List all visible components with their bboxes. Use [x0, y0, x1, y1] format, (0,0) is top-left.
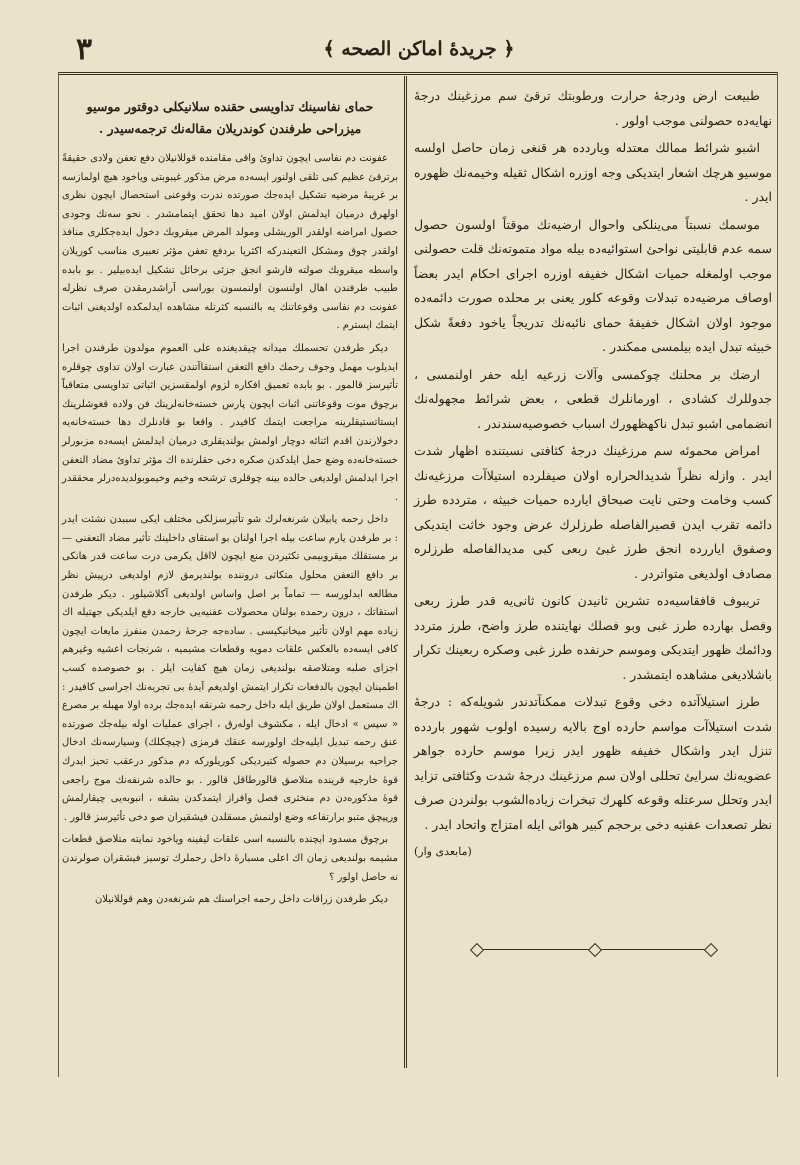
- paragraph: تريبوف قافقاسيه‌ده تشرين ثانيدن كانون ثانى‌يه قدر طرز ربعى وفصل بهارده طرز غبى وبو فصلك نهايتنده طرز واضح، طرز متردد ودائمك ظهور ايتديكى وموسم حرنفده طرز غبى وصكره ربعينك تكرار باشلاديغى مشاهده ايتمشدر .: [414, 593, 772, 682]
- paragraph: ارضك بر محلنك چوكمسى وآلات زرعيه ايله حفر اولنمسى ، جدوللرك كشادى ، اورمانلرك قطعى ، بعض شرائط مجهوله‌نك انضمامى اشبو تبدل ناكهظهورك اسباب خصوصيه‌سندندر .: [414, 366, 772, 431]
- column-divider: [404, 76, 407, 1068]
- paragraph: برچوق مسدود ايچنده بالنسبه اسى علقات ليفينه وياخود نمايته متلاصق قطعات مشيمه بولنديغى زمان اك اعلى مسبارهٔ داخل رحملرك توسيز فيشقران صولرندن نه حاصل اولور ؟: [62, 834, 398, 883]
- paragraph: عفونت دم نفاسى ايچون تداوئ واقى مقامنده قوللانيلان دفع تعفن ولادى حقيقةً برترقئ عظيم كبى تلقى اولنور ايسه‌ده مرض مذكور غيبوبتى وياخود هيچ اولمازسه بر غريبهٔ مرضيه تشكيل ايده‌جك صورتده ندرت وقوعنى استحصال ايچون نظرى اولهرق درميان ايدلمش اولان اميد دها تحقق ايتمامشدر . نحو سه‌نك وجودى حصول امراضه اولقدر الوريشلى ومولد المرض ميقروبك دخول ايده‌جكلرى منافذ اولقدر چوق ومشكل التعيندركه اكثريا بردفع تعفن مؤثر تعبيرى مناسب كوريلان واسطه ميقروبك صولته قارشو انجق جزئى برحائل تشكيل ايده‌بيلير . بو بابده طبيب طرفندن اهال اولنسون اولنمسون بوراسى آراشدرمقدن صرف نظرله عفونت دم نفاسى وقوعاتنك يه بالنسبه كثرتله مشاهده ايدلمكده اولديغنى اثبات ايتمك ايسترم .: [62, 153, 398, 332]
- right-column: [414, 84, 772, 865]
- paragraph: امراض محموئه سم مرزغينك درجهٔ كثافتى نسبتنده اظهار شدت ايدر . وازله نظراً شديدالحراره اولان صيفلرده استيلاآت مرزغيه‌نك كسب وخامت وحتى نايت صبحاق ايارده حميات خبيثه ، متردده طرز دائمه تقرب ايدن قصيرالفاصله طرزلرك عرض وجود خاثت ايتديكى وصفوق اياررده انجق طرز غبئ ربعى كبى مديدالفاصله طرزلره مصادف اولديغى متواتردر .: [414, 443, 772, 581]
- left-column: [62, 96, 398, 914]
- paragraph: اشبو شرائط ممالك معتدله وياردده هر قنغى زمان حاصل اولسه موسيو هرچك اشعار ايتديكى وجه اوزره اشكال ثقيله وخيمه‌نك ظهوره ايدر .: [414, 140, 772, 204]
- paragraph: طبيعت ارض ودرجهٔ حرارت ورطوبتك ترقئ سم مرزغينك درجهٔ نهايه‌ده حصولنى موجب اولور .: [414, 88, 772, 128]
- journal-title: ﴿ جريدهٔ اماكن الصحه ﴾: [323, 38, 515, 60]
- paragraph: ديكر طرفدن تحسملك ميدانه چيقديغنده على العموم مولدون طرفندن اجرا ايديلوب مهمل وجوف رحمك دافع التعفن استقاآتندن عبارت اولان تداوى چوقلره تأثيرسز قالمور . بو بابده تعميق افكاره لزوم اولمقسزين اثباتى تداويسى متعاقباً برچوق موت وقوعاتنى اثبات ايچون پارس خسته‌خانه‌لرينك فن ولاده قغوشلرينك ايستاتستيقلرينه مراجعت ايتمك كافيدر . واقعا بو قادنلرك دها خسته‌خانه‌يه دخولارندن اقدم اثنائه دوچار اولمش بولنديقلرى درميان ايدلمش ايسه‌ده مزبورلر خسته‌خانه‌ده وضع حمل ايلدكدن صكره دخى حقلرنده اك مؤثر تداوئ مضاد التعفن اجرا ايدلمش اولديغى حالده بينه چوقلرى ترشحه وخيم وخيموبولديده‌درلر محققدر .: [62, 342, 398, 503]
- ornament-diamond: [470, 943, 484, 957]
- paragraph: داخل رحمه يابيلان شرنغه‌لرك شو تأثيرسزلكى مختلف ايكى سببدن نشئت ايدر : بر طرفدن يارم ساعت بيله اجرا اولنان بو استقاى داخلينك تأثير مضاد التعفنى — بر مستقلك ميقروبيمى تكثيردن منع ايچون لااقل يكرمى درت ساعت قدر هانكى بر دافع التعفن محلول متكاثى دروننده بولنديرمق لازم اولديغى درپيش نظر مطالعه ايدلورسه — تماماً بر اصل واساس اولديغى آكلاشيلور . ديكر طرفدن استقاتك ، درون رحمده بولنان محصولات عفنيه‌يى خارجه دفع ايلديكى جهتيله اك زياده مهم اولان تأثير ميخانيكيسى . ساده‌جه جرحهٔ رحمدن منفرز مايعات ايچون كافى ايسه‌ده بالعكس علقات دمويه وقطعات مشيميه ، شرنجات اعشيه وغيرهم اجزاى صلبه ومتلاصقه بولنديغى زمان هيچ كفايت ايلر . بو خصوصده كسب اطمينان ايچون بالدفعات تكرار ايتمش اولديغم آيدهٔ بى تجربه‌نك اجراسى كافيدر : اك مستعمل اولان طريق ايله داخل رحمه شرنقه ايده‌جك برده اولا مهبله بر مصرع « سپس » ادخال ايله ، مكشوف اوله‌رق ، اجراى عمليات اوله بيله‌جك صورتده عنق رحمه تبديل ايليه‌جك اولورسه عنقك قرمزى (چيچكلك) وسيارسه‌نك ادخال جراحيه برسيلان دم حصوله كتيرديكى كوريلوركه دم مذكور درعقب تحيز ايدرك قوهٔ خارجيه قرينده متلاصق قالورطاقل قالور . بو حالده شرنفه‌نك موج راجعى قوهٔ مذكوره‌دن دم منخثرى فصل وافراز ايتمدكدن بشقه ، انبوبه‌يى چيقارلمش ورپيچق متبو برارتفاعه وضع اولنمش مسقلدن فيشقيران صو دخى تأثيرسز قالور .: [62, 514, 398, 823]
- section-ornament: [418, 945, 770, 955]
- page-header: [58, 30, 780, 70]
- continued-note: (مابعدى وار): [414, 845, 472, 858]
- paragraph: ديكر طرفدن زراقات داخل رحمه اجراسنك هم شرنغه‌دن وهم قوللانيلان: [94, 894, 388, 906]
- paragraph: طرز استيلاآتده دخى وقوع تبدلات ممكنآتدندر شويله‌كه : درجهٔ شدت استيلاآت مواسم حارده اوج بالايه رسيده اولوب شهور باردده تنزل ايدر واشكال خفيفه ظهور ايدر زيرا موسم حارده جواهر عضويه‌نك سرايئ تحللى اولان سم مرزغينك درجهٔ شدت وكثافتى تزايد ايدر وتحلل سرعتله وقوعه كلهرك تبخرات زياده‌الشوب بولنردن صرف نظر تصعدات عفنيه دخى برحجم كبير هوائى ايله امتزاج واتحاد ايدر .: [414, 694, 772, 832]
- paragraph: موسمك نسبتاً مى‌ينلكى واحوال ارضيه‌نك موقتاً اولسون حصول سمه عدم قابليتى نواحئ استوائيه‌ده بيله مواد متموته‌نك قلت حصولنى موجب اولمغله حميات اشكال خفيفه اوزره اجراى احكام ايدر بعضاً اوصاف مرضيه‌ده تبدلات وقوعه كلور يعنى بر محلده صورت دائمه‌ده موجود اولان اشكال خفيفهٔ حماى نائبه‌نك تدريجاً ياخود دفعةً شكل خبيثه تبدل ايده بيلمسى ممكندر .: [414, 216, 772, 354]
- ornament-diamond: [588, 943, 602, 957]
- page-number: ٣: [76, 32, 93, 67]
- article-title: حماى نفاسينك تداويسى حقنده سلانيكلى دوقتور موسيو ميزراحى طرفندن كوندريلان مقاله‌نك ترجمه‌سيدر .: [86, 99, 374, 136]
- ornament-diamond: [704, 943, 718, 957]
